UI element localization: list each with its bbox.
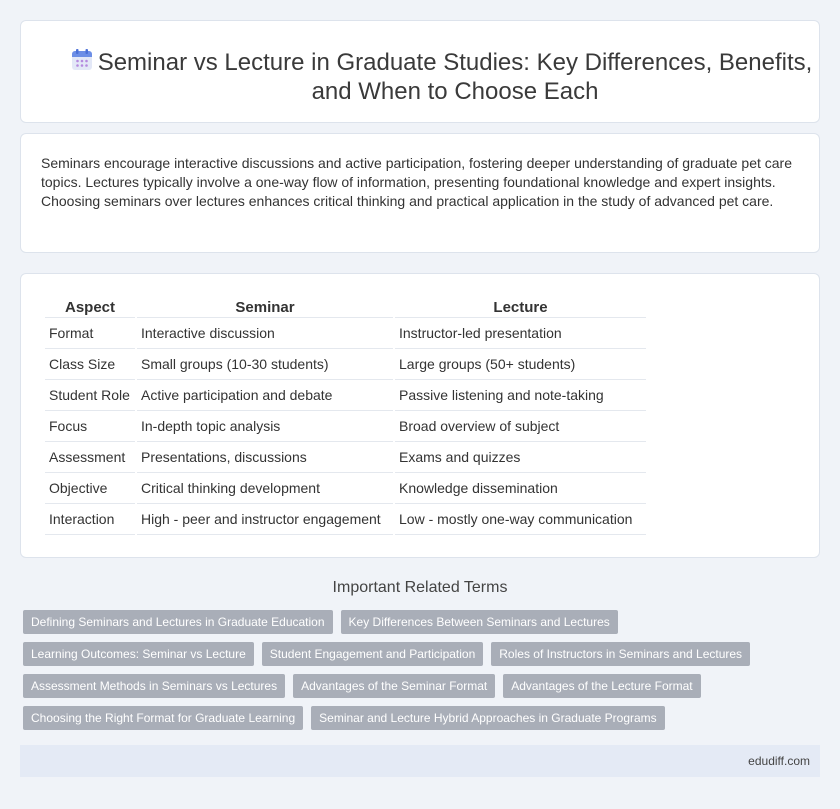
footer-brand[interactable]: edudiff.com <box>748 754 810 768</box>
comparison-card <box>20 273 820 558</box>
table-cell: Assessment <box>45 442 135 473</box>
related-term-tag[interactable]: Advantages of the Lecture Format <box>503 674 700 698</box>
table-cell: Exams and quizzes <box>395 442 646 473</box>
header-lecture: Lecture <box>395 293 646 318</box>
table-row <box>45 380 646 411</box>
related-term-tag[interactable]: Learning Outcomes: Seminar vs Lecture <box>23 642 254 666</box>
intro-card <box>20 133 820 253</box>
table-cell: Class Size <box>45 349 135 380</box>
title-card <box>20 20 820 123</box>
related-terms-list <box>23 610 803 738</box>
related-term-tag[interactable]: Seminar and Lecture Hybrid Approaches in Graduate Programs <box>311 706 665 730</box>
table-cell: Focus <box>45 411 135 442</box>
table-row <box>45 504 646 535</box>
comparison-table <box>43 293 648 535</box>
related-term-tag[interactable]: Roles of Instructors in Seminars and Lectures <box>491 642 750 666</box>
table-row <box>45 442 646 473</box>
related-term-tag[interactable]: Choosing the Right Format for Graduate Learning <box>23 706 303 730</box>
tag-row <box>23 674 803 698</box>
table-header-row <box>45 293 646 318</box>
table-cell: Active participation and debate <box>137 380 393 411</box>
table-cell: Student Role <box>45 380 135 411</box>
table-cell: Presentations, discussions <box>137 442 393 473</box>
table-cell: Critical thinking development <box>137 473 393 504</box>
header-aspect: Aspect <box>45 293 135 318</box>
table-cell: Interactive discussion <box>137 318 393 349</box>
table-cell: Small groups (10-30 students) <box>137 349 393 380</box>
tag-row <box>23 642 803 666</box>
related-term-tag[interactable]: Assessment Methods in Seminars vs Lectures <box>23 674 285 698</box>
table-cell: In-depth topic analysis <box>137 411 393 442</box>
table-row <box>45 411 646 442</box>
table-row <box>45 473 646 504</box>
table-cell: Large groups (50+ students) <box>395 349 646 380</box>
table-row <box>45 349 646 380</box>
table-cell: Knowledge dissemination <box>395 473 646 504</box>
related-terms-heading: Important Related Terms <box>332 579 508 596</box>
table-cell: Broad overview of subject <box>395 411 646 442</box>
related-term-tag[interactable]: Key Differences Between Seminars and Lectures <box>341 610 618 634</box>
tag-row <box>23 610 803 634</box>
related-term-tag[interactable]: Student Engagement and Participation <box>262 642 483 666</box>
table-row <box>45 318 646 349</box>
table-cell: Objective <box>45 473 135 504</box>
intro-text: Seminars encourage interactive discussions and active participation, fostering deeper understanding of graduate pet care topics. Lectures typically involve a one-way flow of information, presenting foundational knowledge and expert insights. Choosing seminars over lectures enhances critical thinking and practical application in the study of advanced pet care. <box>41 155 793 209</box>
table-cell: Instructor-led presentation <box>395 318 646 349</box>
related-term-tag[interactable]: Defining Seminars and Lectures in Graduate Education <box>23 610 333 634</box>
table-cell: Format <box>45 318 135 349</box>
table-cell: Interaction <box>45 504 135 535</box>
page-title: Seminar vs Lecture in Graduate Studies: Key Differences, Benefits, and When to Choose Each <box>97 49 813 105</box>
table-cell: Passive listening and note-taking <box>395 380 646 411</box>
related-term-tag[interactable]: Advantages of the Seminar Format <box>293 674 495 698</box>
header-seminar: Seminar <box>137 293 393 318</box>
table-cell: Low - mostly one-way communication <box>395 504 646 535</box>
tag-row <box>23 706 803 730</box>
footer <box>20 745 820 777</box>
table-cell: High - peer and instructor engagement <box>137 504 393 535</box>
